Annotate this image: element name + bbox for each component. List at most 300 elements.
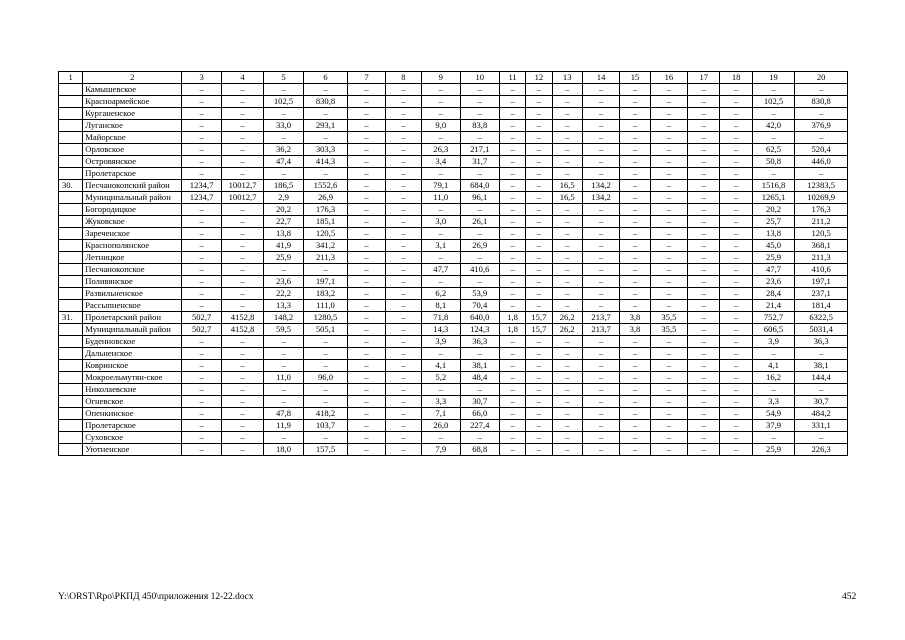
- table-cell: –: [385, 252, 421, 264]
- table-cell: 30,7: [795, 396, 848, 408]
- table-cell: 505,1: [303, 324, 348, 336]
- table-cell: –: [582, 264, 619, 276]
- table-cell: –: [460, 84, 499, 96]
- table-cell: 26,3: [422, 144, 460, 156]
- table-cell: –: [460, 168, 499, 180]
- table-row: [59, 120, 848, 132]
- table-cell: –: [552, 396, 582, 408]
- table-cell: –: [720, 252, 752, 264]
- table-cell: –: [221, 348, 263, 360]
- table-cell: –: [499, 192, 525, 204]
- table-cell: 5,2: [422, 372, 460, 384]
- table-cell: –: [221, 432, 263, 444]
- table-cell: –: [582, 144, 619, 156]
- table-cell: –: [688, 396, 720, 408]
- table-cell: –: [526, 384, 552, 396]
- table-cell: –: [720, 348, 752, 360]
- territory-name: Пролетарское: [83, 420, 182, 432]
- table-cell: –: [650, 300, 687, 312]
- table-cell: –: [221, 408, 263, 420]
- table-cell: 70,4: [460, 300, 499, 312]
- table-row: [59, 156, 848, 168]
- column-header: 14: [582, 72, 619, 84]
- table-cell: –: [650, 420, 687, 432]
- table-cell: –: [752, 132, 794, 144]
- table-cell: –: [688, 84, 720, 96]
- table-cell: 71,8: [422, 312, 460, 324]
- table-row: [59, 264, 848, 276]
- table-cell: –: [688, 360, 720, 372]
- table-cell: –: [688, 420, 720, 432]
- table-cell: –: [385, 120, 421, 132]
- column-header: 19: [752, 72, 794, 84]
- table-cell: –: [348, 204, 385, 216]
- table-cell: 1265,1: [752, 192, 794, 204]
- row-number: [59, 288, 83, 300]
- table-cell: –: [348, 192, 385, 204]
- table-cell: –: [221, 132, 263, 144]
- table-cell: 3,8: [620, 324, 650, 336]
- table-cell: –: [499, 420, 525, 432]
- table-cell: –: [688, 408, 720, 420]
- table-cell: –: [552, 132, 582, 144]
- table-cell: 606,5: [752, 324, 794, 336]
- table-cell: –: [348, 300, 385, 312]
- table-cell: –: [620, 336, 650, 348]
- table-cell: –: [526, 348, 552, 360]
- table-cell: –: [499, 84, 525, 96]
- table-cell: –: [499, 384, 525, 396]
- table-cell: 15,7: [526, 324, 552, 336]
- table-cell: 418,2: [303, 408, 348, 420]
- table-cell: 10012,7: [221, 180, 263, 192]
- table-cell: –: [499, 216, 525, 228]
- table-cell: –: [385, 420, 421, 432]
- table-cell: 186,5: [264, 180, 303, 192]
- row-number: [59, 108, 83, 120]
- table-cell: 25,9: [752, 444, 794, 456]
- table-cell: –: [752, 384, 794, 396]
- table-cell: –: [526, 84, 552, 96]
- table-cell: –: [650, 168, 687, 180]
- table-cell: 10012,7: [221, 192, 263, 204]
- territory-name: Муниципальный район: [83, 192, 182, 204]
- territory-name: Уютненское: [83, 444, 182, 456]
- table-cell: 8,1: [422, 300, 460, 312]
- table-cell: –: [720, 84, 752, 96]
- column-header: 10: [460, 72, 499, 84]
- table-cell: –: [422, 204, 460, 216]
- table-cell: –: [720, 420, 752, 432]
- table-cell: 120,5: [795, 228, 848, 240]
- table-cell: 484,2: [795, 408, 848, 420]
- table-cell: –: [499, 408, 525, 420]
- table-cell: 368,1: [795, 240, 848, 252]
- table-cell: –: [526, 132, 552, 144]
- table-cell: –: [221, 444, 263, 456]
- table-cell: –: [499, 168, 525, 180]
- table-cell: –: [526, 432, 552, 444]
- table-cell: –: [422, 132, 460, 144]
- table-cell: 684,0: [460, 180, 499, 192]
- table-cell: –: [221, 372, 263, 384]
- row-number: [59, 348, 83, 360]
- table-cell: –: [422, 96, 460, 108]
- table-cell: –: [385, 204, 421, 216]
- table-cell: –: [385, 96, 421, 108]
- table-cell: –: [582, 120, 619, 132]
- table-cell: –: [650, 360, 687, 372]
- table-cell: –: [348, 276, 385, 288]
- table-cell: –: [650, 180, 687, 192]
- table-cell: 752,7: [752, 312, 794, 324]
- row-number: [59, 432, 83, 444]
- table-cell: 47,4: [264, 156, 303, 168]
- row-number: [59, 252, 83, 264]
- table-cell: –: [688, 120, 720, 132]
- table-cell: 237,1: [795, 288, 848, 300]
- row-number: [59, 276, 83, 288]
- table-row: [59, 84, 848, 96]
- territory-name: Песчанокопский район: [83, 180, 182, 192]
- territory-name: Буденновское: [83, 336, 182, 348]
- table-cell: –: [460, 252, 499, 264]
- row-number: [59, 372, 83, 384]
- row-number: [59, 156, 83, 168]
- table-cell: –: [688, 264, 720, 276]
- table-cell: 20,2: [752, 204, 794, 216]
- table-cell: 21,4: [752, 300, 794, 312]
- table-row: [59, 312, 848, 324]
- table-cell: –: [620, 108, 650, 120]
- table-cell: –: [752, 108, 794, 120]
- data-table: [58, 71, 848, 456]
- table-cell: –: [795, 168, 848, 180]
- table-cell: –: [499, 156, 525, 168]
- data-table-container: [58, 71, 848, 456]
- table-cell: –: [795, 384, 848, 396]
- table-cell: –: [385, 192, 421, 204]
- table-row: [59, 192, 848, 204]
- table-cell: –: [552, 168, 582, 180]
- table-cell: –: [499, 180, 525, 192]
- table-cell: 54,9: [752, 408, 794, 420]
- table-cell: –: [348, 372, 385, 384]
- table-cell: –: [182, 264, 221, 276]
- table-cell: –: [720, 120, 752, 132]
- table-cell: –: [182, 132, 221, 144]
- territory-name: Красноармейское: [83, 96, 182, 108]
- table-cell: –: [385, 384, 421, 396]
- table-cell: 4152,8: [221, 312, 263, 324]
- table-cell: –: [348, 348, 385, 360]
- table-cell: 3,3: [752, 396, 794, 408]
- table-cell: –: [182, 276, 221, 288]
- table-cell: 25,7: [752, 216, 794, 228]
- table-cell: –: [620, 432, 650, 444]
- table-cell: –: [582, 228, 619, 240]
- table-cell: –: [688, 132, 720, 144]
- table-cell: –: [795, 84, 848, 96]
- table-cell: 38,1: [795, 360, 848, 372]
- table-cell: –: [182, 156, 221, 168]
- table-cell: 176,3: [795, 204, 848, 216]
- table-cell: –: [499, 252, 525, 264]
- table-cell: –: [221, 420, 263, 432]
- table-cell: –: [582, 216, 619, 228]
- table-cell: –: [182, 384, 221, 396]
- table-cell: 12383,5: [795, 180, 848, 192]
- column-header: 4: [221, 72, 263, 84]
- table-cell: –: [385, 180, 421, 192]
- table-cell: –: [582, 408, 619, 420]
- table-cell: –: [752, 432, 794, 444]
- table-cell: –: [348, 144, 385, 156]
- table-cell: –: [526, 396, 552, 408]
- table-cell: –: [620, 252, 650, 264]
- column-header: 2: [83, 72, 182, 84]
- table-cell: –: [422, 276, 460, 288]
- table-cell: –: [499, 300, 525, 312]
- table-cell: –: [552, 336, 582, 348]
- table-cell: 1,8: [499, 312, 525, 324]
- table-row: [59, 324, 848, 336]
- territory-name: Николаевские: [83, 384, 182, 396]
- table-cell: –: [582, 348, 619, 360]
- table-cell: –: [552, 216, 582, 228]
- table-cell: –: [582, 96, 619, 108]
- table-cell: –: [499, 132, 525, 144]
- table-cell: 96,0: [303, 372, 348, 384]
- table-cell: –: [499, 360, 525, 372]
- table-cell: –: [303, 348, 348, 360]
- territory-name: Опенкинское: [83, 408, 182, 420]
- table-cell: 102,5: [752, 96, 794, 108]
- table-cell: –: [688, 372, 720, 384]
- table-cell: 157,5: [303, 444, 348, 456]
- table-cell: 37,9: [752, 420, 794, 432]
- table-cell: –: [526, 204, 552, 216]
- table-cell: –: [688, 384, 720, 396]
- row-number: [59, 384, 83, 396]
- table-cell: –: [620, 420, 650, 432]
- row-number: [59, 168, 83, 180]
- table-row: [59, 420, 848, 432]
- table-cell: –: [650, 408, 687, 420]
- table-cell: –: [221, 216, 263, 228]
- row-number: [59, 96, 83, 108]
- table-row: [59, 216, 848, 228]
- table-cell: 176,3: [303, 204, 348, 216]
- table-cell: –: [582, 276, 619, 288]
- table-cell: –: [526, 240, 552, 252]
- table-row: [59, 144, 848, 156]
- table-cell: –: [385, 144, 421, 156]
- table-cell: –: [582, 372, 619, 384]
- table-cell: –: [526, 120, 552, 132]
- table-row: [59, 288, 848, 300]
- table-cell: –: [720, 204, 752, 216]
- table-cell: 4,1: [422, 360, 460, 372]
- table-cell: –: [182, 108, 221, 120]
- table-cell: –: [526, 252, 552, 264]
- table-cell: –: [385, 228, 421, 240]
- table-cell: –: [552, 288, 582, 300]
- table-cell: –: [221, 384, 263, 396]
- table-cell: –: [720, 168, 752, 180]
- table-cell: 181,4: [795, 300, 848, 312]
- table-cell: –: [620, 180, 650, 192]
- table-cell: –: [620, 372, 650, 384]
- table-cell: –: [582, 396, 619, 408]
- table-cell: –: [526, 264, 552, 276]
- table-cell: 5031,4: [795, 324, 848, 336]
- table-row: [59, 204, 848, 216]
- table-cell: –: [422, 384, 460, 396]
- table-cell: 15,7: [526, 312, 552, 324]
- row-number: [59, 192, 83, 204]
- table-cell: 25,9: [752, 252, 794, 264]
- table-cell: –: [385, 336, 421, 348]
- table-cell: 217,1: [460, 144, 499, 156]
- table-cell: 2,9: [264, 192, 303, 204]
- table-cell: 197,1: [795, 276, 848, 288]
- table-cell: 1234,7: [182, 180, 221, 192]
- table-cell: –: [385, 372, 421, 384]
- territory-name: Дальненское: [83, 348, 182, 360]
- table-cell: –: [348, 336, 385, 348]
- territory-name: Муниципальный район: [83, 324, 182, 336]
- territory-name: Пролетарское: [83, 168, 182, 180]
- table-cell: –: [720, 360, 752, 372]
- table-cell: –: [499, 348, 525, 360]
- table-cell: –: [720, 300, 752, 312]
- table-cell: –: [620, 384, 650, 396]
- table-cell: –: [552, 252, 582, 264]
- table-cell: 120,5: [303, 228, 348, 240]
- table-cell: –: [582, 384, 619, 396]
- table-cell: –: [348, 216, 385, 228]
- column-header: 5: [264, 72, 303, 84]
- table-cell: –: [221, 396, 263, 408]
- table-cell: –: [499, 144, 525, 156]
- column-header: 11: [499, 72, 525, 84]
- table-cell: –: [348, 384, 385, 396]
- table-cell: –: [221, 96, 263, 108]
- table-cell: 36,3: [795, 336, 848, 348]
- table-cell: –: [303, 132, 348, 144]
- table-cell: –: [620, 168, 650, 180]
- table-cell: –: [620, 396, 650, 408]
- table-cell: –: [795, 108, 848, 120]
- table-cell: –: [221, 336, 263, 348]
- table-cell: 331,1: [795, 420, 848, 432]
- table-cell: 226,3: [795, 444, 848, 456]
- table-cell: –: [385, 132, 421, 144]
- table-cell: 36,2: [264, 144, 303, 156]
- table-cell: 14,3: [422, 324, 460, 336]
- row-number: [59, 132, 83, 144]
- table-row: [59, 336, 848, 348]
- table-cell: –: [385, 300, 421, 312]
- column-header: 6: [303, 72, 348, 84]
- table-cell: –: [650, 252, 687, 264]
- table-cell: –: [221, 252, 263, 264]
- table-row: [59, 408, 848, 420]
- table-cell: –: [348, 156, 385, 168]
- table-cell: –: [221, 168, 263, 180]
- table-cell: –: [552, 204, 582, 216]
- table-cell: –: [348, 312, 385, 324]
- table-cell: –: [460, 132, 499, 144]
- table-cell: 1,8: [499, 324, 525, 336]
- table-cell: 35,5: [650, 324, 687, 336]
- table-cell: –: [499, 264, 525, 276]
- table-cell: –: [182, 432, 221, 444]
- table-cell: 4,1: [752, 360, 794, 372]
- territory-name: Ковринское: [83, 360, 182, 372]
- table-cell: –: [348, 432, 385, 444]
- table-cell: –: [688, 96, 720, 108]
- table-cell: –: [348, 96, 385, 108]
- table-cell: –: [526, 288, 552, 300]
- table-cell: –: [650, 264, 687, 276]
- table-cell: 520,4: [795, 144, 848, 156]
- row-number: [59, 336, 83, 348]
- table-cell: 22,7: [264, 216, 303, 228]
- column-header: 16: [650, 72, 687, 84]
- column-header: 8: [385, 72, 421, 84]
- table-cell: –: [385, 264, 421, 276]
- table-cell: –: [582, 132, 619, 144]
- table-cell: –: [582, 168, 619, 180]
- table-cell: –: [650, 384, 687, 396]
- table-cell: 3,3: [422, 396, 460, 408]
- table-cell: –: [582, 204, 619, 216]
- table-row: [59, 276, 848, 288]
- table-cell: 103,7: [303, 420, 348, 432]
- table-cell: 1552,6: [303, 180, 348, 192]
- table-cell: –: [582, 360, 619, 372]
- table-cell: 7,9: [422, 444, 460, 456]
- table-cell: –: [526, 180, 552, 192]
- table-cell: –: [620, 156, 650, 168]
- table-cell: –: [620, 240, 650, 252]
- column-header: 1: [59, 72, 83, 84]
- table-cell: –: [688, 192, 720, 204]
- table-cell: 22,2: [264, 288, 303, 300]
- table-cell: 211,3: [303, 252, 348, 264]
- table-cell: –: [688, 300, 720, 312]
- table-cell: 410,6: [460, 264, 499, 276]
- table-cell: 48,4: [460, 372, 499, 384]
- file-path-footer: Y:\ORST\Rpo\РКПД 450\приложения 12-22.docx: [58, 592, 254, 602]
- table-cell: –: [526, 156, 552, 168]
- table-row: [59, 300, 848, 312]
- table-cell: –: [221, 264, 263, 276]
- table-cell: –: [526, 168, 552, 180]
- table-cell: –: [460, 276, 499, 288]
- territory-name: Рассыпненское: [83, 300, 182, 312]
- column-header: 18: [720, 72, 752, 84]
- table-cell: 1516,8: [752, 180, 794, 192]
- table-cell: 38,1: [460, 360, 499, 372]
- table-cell: –: [348, 420, 385, 432]
- table-cell: –: [499, 432, 525, 444]
- table-cell: –: [182, 420, 221, 432]
- row-number: [59, 144, 83, 156]
- table-cell: –: [422, 108, 460, 120]
